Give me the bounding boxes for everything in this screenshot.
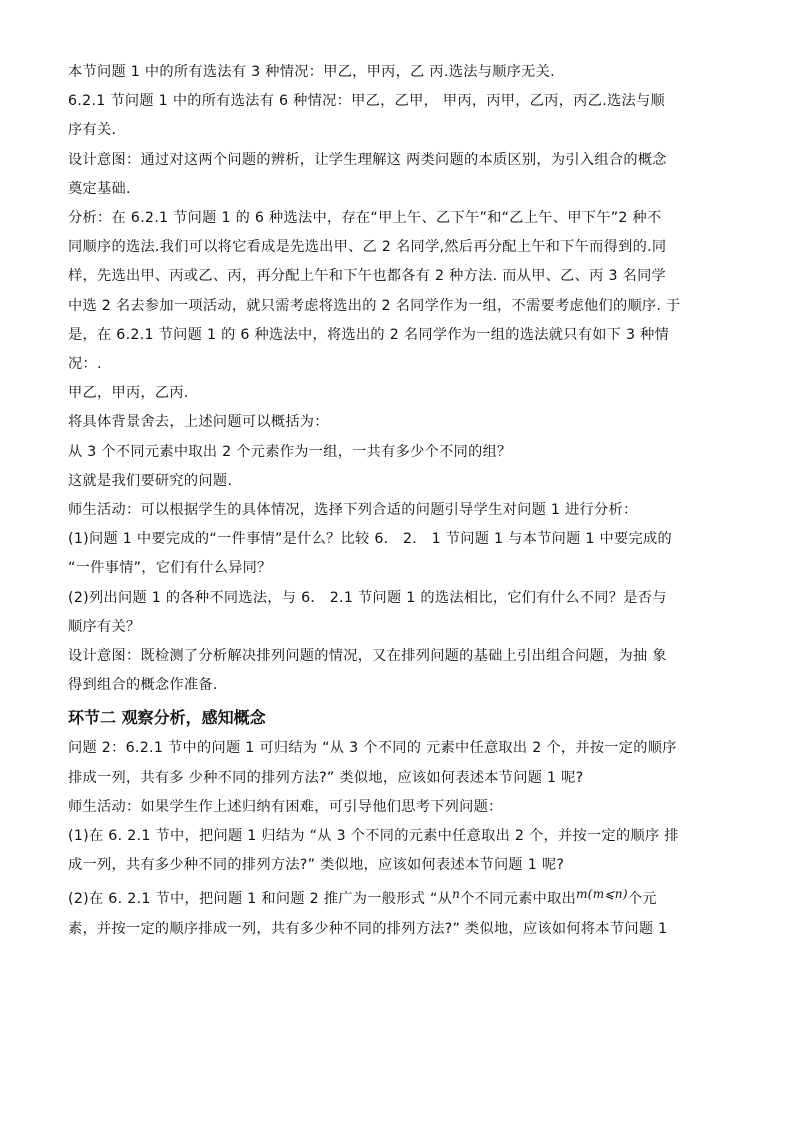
text-line-19: (2)列出问题 1 的各种不同选法，与 6． 2.1 节问题 1 的选法相比，它们有什么不同？是否与: [68, 589, 667, 606]
text-line-25: 师生活动：如果学生作上述归纳有困难，可引导他们思考下列问题：: [68, 798, 503, 815]
text-line-28: [68, 880, 736, 914]
text-line-4: 设计意图：通过对这两个问题的辨析，让学生理解这 两类问题的本质区别，为引入组合的概念: [68, 151, 667, 168]
text-line-5: 奠定基础.: [68, 180, 131, 197]
line28-part-b: 个不同元素中取出: [460, 891, 577, 908]
text-line-14: 从 3 个不同元素中取出 2 个元素作为一组，一共有多少个不同的组？: [68, 443, 512, 460]
text-line-3: 序有关.: [68, 122, 117, 139]
text-line-27: 成一列，共有多少种不同的排列方法?” 类似地，应该如何表述本节问题 1 呢?: [68, 857, 565, 874]
text-line-21: 设计意图：既检测了分析解决排列问题的情况，又在排列问题的基础上引出组合问题，为抽 象: [68, 648, 667, 665]
text-line-16: 师生活动：可以根据学生的具体情况，选择下列合适的问题引导学生对问题 1 进行分析：: [68, 502, 638, 519]
text-line-22: 得到组合的概念作准备.: [68, 677, 218, 694]
text-line-1: 本节问题 1 中的所有选法有 3 种情况：甲乙，甲丙，乙 丙.选法与顺序无关.: [68, 64, 555, 80]
line28-part-a: (2)在 6. 2.1 节中，把问题 1 和问题 2 推广为一般形式 “从: [68, 891, 453, 908]
document-page: [68, 58, 736, 944]
text-line-6: 分析：在 6.2.1 节问题 1 的 6 种选法中，存在“甲上午、乙下午”和“乙上午、甲下午”2 种不: [68, 210, 662, 227]
text-line-8: 样，先选出甲、丙或乙、丙，再分配上午和下午也都各有 2 种方法. 而从甲、乙、丙 3 名同学: [68, 268, 667, 285]
text-line-26: (1)在 6. 2.1 节中，把问题 1 归结为 “从 3 个不同的元素中任意取出 2 个，并按一定的顺序 排: [68, 828, 679, 845]
line28-part-c: 个元: [627, 891, 657, 908]
text-line-18: “一件事情”，它们有什么异同？: [68, 560, 272, 577]
text-line-11: 况：.: [68, 356, 102, 373]
text-line-10: 是，在 6.2.1 节问题 1 的 6 种选法中，将选出的 2 名同学作为一组的选法就只有如下 3 种情: [68, 326, 670, 343]
text-line-23: 问题 2：6.2.1 节中的问题 1 可归结为 “从 3 个不同的 元素中任意取出 2 个，并按一定的顺序: [68, 740, 677, 757]
text-line-24: 排成一列，共有多 少种不同的排列方法?” 类似地，应该如何表述本节问题 1 呢?: [68, 769, 584, 786]
text-line-17: (1)问题 1 中要完成的“一件事情”是什么？比较 6． 2． 1 节问题 1 与本节问题 1 中要完成的: [68, 531, 672, 548]
text-line-2: 6.2.1 节问题 1 中的所有选法有 6 种情况：甲乙，乙甲， 甲丙，丙甲，乙丙，丙乙.选法与顺: [68, 93, 665, 110]
math-n: n: [452, 887, 461, 902]
text-line-29: 素，并按一定的顺序排成一列，共有多少种不同的排列方法?” 类似地，应该如何将本节问题 1: [68, 920, 668, 937]
text-line-12: 甲乙，甲丙，乙丙.: [68, 385, 189, 402]
text-line-7: 同顺序的选法.我们可以将它看成是先选出甲、乙 2 名同学,然后再分配上午和下午而得到的.同: [68, 239, 667, 256]
section-heading: 环节二 观察分析，感知概念: [68, 708, 266, 728]
text-line-15: 这就是我们要研究的问题.: [68, 472, 233, 489]
text-line-20: 顺序有关？: [68, 618, 141, 635]
math-m-le-n: m(m⩽n): [576, 887, 628, 902]
text-line-9: 中选 2 名去参加一项活动，就只需考虑将选出的 2 名同学作为一组，不需要考虑他们的顺序. 于: [68, 297, 681, 314]
text-line-13: 将具体背景舍去，上述问题可以概括为：: [68, 414, 329, 431]
